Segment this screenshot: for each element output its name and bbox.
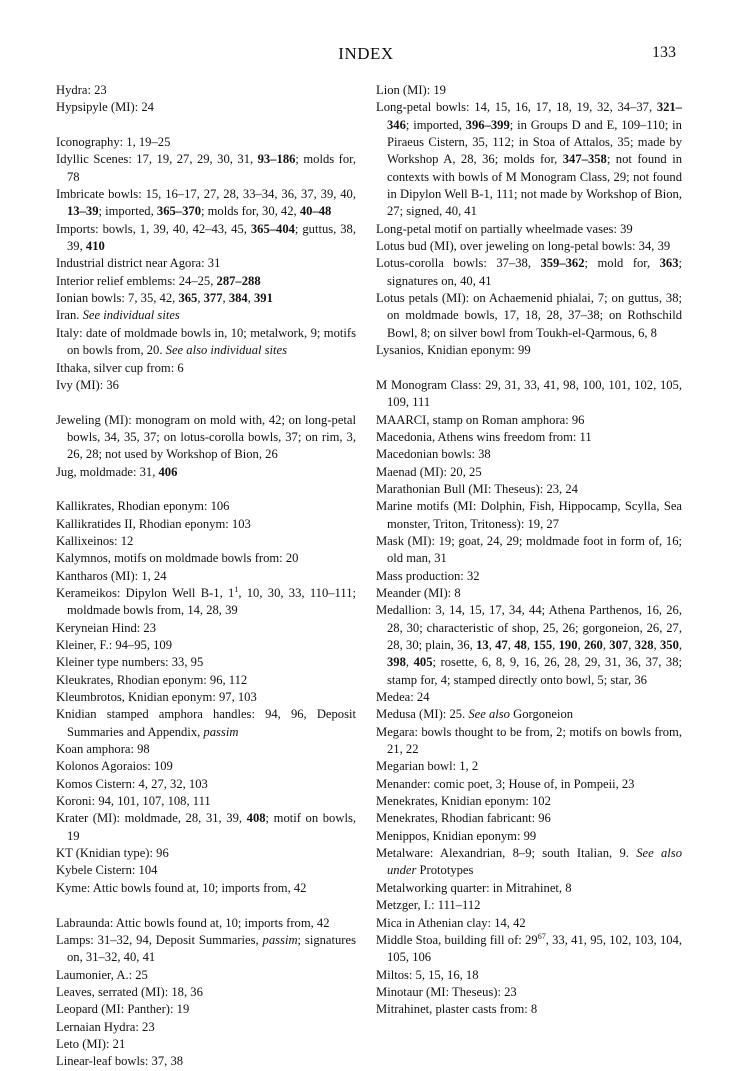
index-entry-text: Menander: comic poet, 3; House of, in Pompeii, 23 (376, 776, 635, 791)
index-entry-text: ; guttus, 38, 39, (67, 221, 356, 254)
index-entry (376, 464, 682, 481)
index-entry (56, 377, 356, 394)
index-entry (376, 255, 682, 290)
index-entry-text: 396–399 (465, 117, 510, 132)
index-entry-text: Krater (MI): moldmade, 28, 31, 39, (56, 811, 247, 826)
index-entry (376, 932, 682, 967)
index-entry-text: Kybele Cistern: 104 (56, 863, 158, 878)
index-entry (376, 446, 682, 463)
index-entry-text: 405 (413, 655, 433, 670)
index-entry (376, 290, 682, 342)
index-entry (56, 672, 356, 689)
index-entry (56, 533, 356, 550)
index-entry-text: M Monogram Class: 29, 31, 33, 41, 98, 100, 101, 102, 105, 109, 111 (376, 377, 682, 410)
index-entry-text: ; rosette, 6, 8, 9, 16, 26, 28, 29, 31, 36, 37, 38; stamp for, 4; stamped directly onto bowl, 5; star, 36 (387, 655, 683, 687)
index-entry (376, 724, 682, 759)
index-entry-text: , (405, 655, 414, 670)
index-entry (56, 568, 356, 585)
index-entry-text: Kleukrates, Rhodian eponym: 96, 112 (56, 672, 248, 687)
index-entry (56, 412, 356, 464)
index-entry-text: 40–48 (299, 204, 332, 219)
index-entry-text: Mica in Athenian clay: 14, 42 (376, 915, 526, 930)
index-entry-text: Koan amphora: 98 (56, 742, 150, 757)
index-entry-text: MAARCI, stamp on Roman amphora: 96 (376, 412, 585, 427)
index-entry-text: Lotus-corolla bowls: 37–38, (376, 256, 541, 271)
index-entry-text: Ionian bowls: 7, 35, 42, (56, 291, 179, 306)
index-entry-text: See individual sites (82, 308, 180, 323)
index-entry-text: 365–404 (250, 221, 295, 236)
index-entry-text: Maenad (MI): 20, 25 (376, 464, 482, 479)
index-entry (56, 325, 356, 360)
index-entry (56, 498, 356, 515)
index-entry-text: Megarian bowl: 1, 2 (376, 759, 479, 774)
index-entry (376, 377, 682, 412)
index-entry-text: Ivy (MI): 36 (56, 377, 119, 392)
index-letter-gap (56, 394, 356, 411)
index-entry-text: Leaves, serrated (MI): 18, 36 (56, 984, 203, 999)
page-number: 133 (652, 44, 676, 61)
index-entry (376, 845, 682, 880)
index-entry-text: Industrial district near Agora: 31 (56, 256, 221, 271)
index-entry-text: , (577, 638, 584, 652)
index-entry-text: Medallion: 3, 14, 15, 17, 34, 44; Athena Parthenos, 16, 26, 28, 30; characteristic of shop, 25, 26; gorgoneion, 26, 27, 28, 30; plain, 36, (376, 603, 682, 652)
index-entry-text: 363 (659, 256, 679, 271)
index-entry-text: Jeweling (MI): monogram on mold with, 42; on long-petal bowls, 34, 35, 37; on lotus-corolla bowls, 37; on rim, 3, 26, 28; not used by Workshop of Bion, 26 (56, 412, 356, 462)
index-entry-text: , (552, 638, 559, 652)
index-entry-text: 377 (203, 291, 223, 306)
index-entry (56, 99, 356, 116)
index-entry-text: Leto (MI): 21 (56, 1036, 126, 1051)
index-entry (56, 880, 356, 897)
index-entry-text: Kerameikos: Dipylon Well B-1, 1 (56, 585, 235, 600)
index-entry-text: Metzger, I.: 111–112 (376, 898, 481, 913)
index-entry-text: ; mold for, (584, 256, 660, 271)
index-entry-text: ; imported, (98, 204, 157, 219)
index-entry (56, 637, 356, 654)
index-letter-gap (376, 360, 682, 377)
index-entry-text: Macedonia, Athens wins freedom from: 11 (376, 429, 592, 444)
index-entry-text: Linear-leaf bowls: 37, 38 (56, 1054, 184, 1069)
index-entry-text: Lernaian Hydra: 23 (56, 1019, 155, 1034)
index-entry (376, 758, 682, 775)
index-entry (376, 897, 682, 914)
index-entry-text: Imbricate bowls: 15, 16–17, 27, 28, 33–34, 36, 37, 39, 40, (56, 187, 356, 202)
index-entry (56, 255, 356, 272)
index-entry-text: ; molds for, 30, 42, (200, 204, 300, 219)
index-entry-text: 13 (476, 638, 489, 652)
index-entry (376, 585, 682, 602)
index-entry (376, 221, 682, 238)
index-entry (56, 706, 356, 741)
index-entry-text: Hypsipyle (MI): 24 (56, 100, 154, 115)
index-entry-text: Miltos: 5, 15, 16, 18 (376, 967, 479, 982)
index-entry (376, 793, 682, 810)
index-entry-text: , (628, 638, 635, 652)
index-entry-text: Kallikratides II, Rhodian eponym: 103 (56, 516, 251, 531)
index-entry (376, 533, 682, 568)
index-entry-text: Medea: 24 (376, 690, 430, 705)
index-entry (376, 810, 682, 827)
index-entry (56, 1036, 356, 1053)
index-entry-text: Kalymnos, motifs on moldmade bowls from: 20 (56, 551, 299, 566)
index-entry-text: Jug, moldmade: 31, (56, 464, 159, 479)
index-entry-text: Idyllic Scenes: 17, 19, 27, 29, 30, 31, (56, 152, 258, 167)
index-entry-text: Kantharos (MI): 1, 24 (56, 568, 167, 583)
index-entry-text: 350 (659, 638, 679, 652)
index-entry-text: , (653, 638, 660, 652)
index-entry-text: Labraunda: Attic bowls found at, 10; imports from, 42 (56, 915, 330, 930)
index-entry-text: Meander (MI): 8 (376, 585, 461, 600)
index-entry (376, 967, 682, 984)
index-entry (376, 602, 682, 689)
index-entry (56, 741, 356, 758)
index-entry (376, 568, 682, 585)
index-entry-text: KT (Knidian type): 96 (56, 846, 169, 861)
index-entry-text: Mitrahinet, plaster casts from: 8 (376, 1002, 538, 1017)
index-letter-gap (56, 481, 356, 498)
index-entry-text: Prototypes (416, 863, 474, 878)
index-entry-text: ; imported, (405, 117, 466, 132)
index-entry-text: Koroni: 94, 101, 107, 108, 111 (56, 794, 211, 809)
index-entry-text: 287–288 (216, 273, 261, 288)
index-entry-text: Macedonian bowls: 38 (376, 447, 491, 462)
index-entry-text: , (247, 291, 254, 306)
index-entry (56, 516, 356, 533)
index-entry (56, 1053, 356, 1070)
index-entry-text: 307 (609, 638, 629, 652)
index-entry-text: Menekrates, Rhodian fabricant: 96 (376, 811, 551, 826)
index-entry-text: Kallixeinos: 12 (56, 533, 134, 548)
index-entry-text: Leopard (MI: Panther): 19 (56, 1002, 190, 1017)
index-entry-text: Marathonian Bull (MI: Theseus): 23, 24 (376, 481, 578, 496)
index-entry-text: Gorgoneion (509, 707, 574, 722)
index-entry-text: Minotaur (MI: Theseus): 23 (376, 984, 517, 999)
index-entry-text: Metalworking quarter: in Mitrahinet, 8 (376, 880, 572, 895)
index-entry-text: Middle Stoa, building fill of: 29 (376, 932, 538, 947)
index-entry-text: Imports: bowls, 1, 39, 40, 42–43, 45, (56, 221, 251, 236)
index-entry-text: See also (468, 707, 510, 722)
index-entry (376, 82, 682, 99)
index-entry (376, 99, 682, 220)
index-entry-text: , (222, 291, 229, 306)
index-entry (56, 464, 356, 481)
index-entry-text: Menekrates, Knidian eponym: 102 (376, 794, 551, 809)
index-entry-text: Lotus petals (MI): on Achaemenid phialai, 7; on guttus, 38; on moldmade bowls, 17, 18, 28, 37–38; on Rothschild Bowl, 8; on silver bowl from Toukh-el-Qarmous, 6, 8 (376, 291, 682, 340)
index-entry-text: , (526, 638, 534, 652)
index-entry-text: Kleiner type numbers: 33, 95 (56, 655, 204, 670)
index-entry (56, 932, 356, 967)
index-entry-text: Kolonos Agoraios: 109 (56, 759, 173, 774)
index-entry (56, 620, 356, 637)
index-entry-text: Long-petal bowls: 14, 15, 16, 17, 18, 19, 32, 34–37, (376, 100, 657, 115)
index-entry-text: ; signatures on, 40, 41 (387, 256, 682, 288)
index-entry-text: , 33, 41, 95, 102, 103, 104, 105, 106 (387, 932, 682, 965)
index-entry (56, 793, 356, 810)
index-entry (56, 1001, 356, 1018)
index-entry-text: 398 (387, 655, 406, 670)
index-entry-text: Kyme: Attic bowls found at, 10; imports from, 42 (56, 880, 307, 895)
index-entry-text: 13–39 (67, 204, 99, 219)
index-entry (376, 429, 682, 446)
index-entry (56, 186, 356, 221)
index-entry-text: Megara: bowls thought to be from, 2; motifs on bowls from, 21, 22 (376, 724, 682, 757)
index-entry-text: 410 (85, 239, 105, 254)
index-entry (376, 412, 682, 429)
index-entry-text: ; in Groups D and E, 109–110; in Piraeus Cistern, 35, 112; in Stoa of Attalos, 35; made by Workshop A, 28, 36; molds for, (387, 117, 682, 167)
index-entry (56, 221, 356, 256)
index-entry-text: See also under (387, 846, 682, 878)
index-entry-text: Long-petal motif on partially wheelmade vases: 39 (376, 221, 633, 236)
index-letter-gap (56, 117, 356, 134)
index-entry-text: Italy: date of moldmade bowls in, 10; metalwork, 9; motifs on bowls from, 20. (56, 325, 356, 358)
index-entry (56, 1019, 356, 1036)
index-entry (56, 134, 356, 151)
index-entry-text: ; not found in contexts with bowls of M Monogram Class, 29; not found in Dipylon Well B-1, 111; not made by Workshop of Bion, 27; signed, 40, 41 (387, 152, 682, 219)
index-entry-text: Lotus bud (MI), over jeweling on long-petal bowls: 34, 39 (376, 239, 671, 254)
index-entry-text: Marine motifs (MI: Dolphin, Fish, Hippocamp, Scylla, Sea monster, Triton, Tritoness): 19, 27 (376, 499, 682, 531)
index-entry (376, 828, 682, 845)
index-entry (56, 758, 356, 775)
index-entry-text: 384 (228, 291, 248, 306)
index-entry-text: Kleiner, F.: 94–95, 109 (56, 638, 173, 652)
index-entry (56, 862, 356, 879)
index-entry-text: Interior relief emblems: 24–25, (56, 273, 217, 288)
index-entry-text: Metalware: Alexandrian, 8–9; south Italian, 9. (376, 846, 637, 861)
index-entry (376, 481, 682, 498)
index-entry-text: passim (203, 724, 239, 739)
index-entry-text: Iconography: 1, 19–25 (56, 135, 171, 150)
index-entry-text: , (197, 291, 204, 306)
index-entry-text: Mask (MI): 19; goat, 24, 29; moldmade foot in form of, 16; old man, 31 (376, 533, 682, 566)
index-entry-text: 321–346 (387, 100, 682, 132)
index-entry-text: ; motif on bowls, 19 (67, 811, 356, 843)
index-entry-text: Medusa (MI): 25. (376, 707, 469, 722)
index-entry-text: Keryneian Hind: 23 (56, 620, 157, 635)
index-entry-text: Lamps: 31–32, 94, Deposit Summaries, (56, 932, 263, 947)
index-entry (56, 967, 356, 984)
index-entry-text: 359–362 (540, 256, 585, 271)
index-entry-text: 328 (634, 638, 654, 652)
index-entry (376, 689, 682, 706)
index-entry (376, 984, 682, 1001)
index-entry-text: 260 (583, 638, 603, 652)
index-entry-text: 391 (254, 291, 273, 306)
index-entry-text: 365 (178, 291, 198, 306)
index-entry-text: 47 (495, 638, 508, 652)
index-entry-text: 1 (234, 584, 239, 594)
index-entry-text: passim (262, 932, 298, 947)
index-entry-text: 365–370 (156, 204, 201, 219)
index-entry-text: Knidian stamped amphora handles: 94, 96, Deposit Summaries and Appendix, (56, 707, 356, 739)
index-entry (56, 550, 356, 567)
index-entry-text: 406 (158, 464, 178, 479)
index-entry (56, 845, 356, 862)
index-entry (56, 654, 356, 671)
index-entry (56, 776, 356, 793)
index-entry (56, 82, 356, 99)
index-column-right (376, 82, 682, 1019)
index-entry-text: Lysanios, Knidian eponym: 99 (376, 343, 531, 358)
index-entry (56, 151, 356, 186)
index-entry-text: Lion (MI): 19 (376, 83, 446, 97)
index-entry-text: Laumonier, A.: 25 (56, 967, 148, 982)
index-entry-text: 347–358 (562, 152, 607, 167)
index-entry (376, 880, 682, 897)
index-column-left (56, 82, 356, 1071)
index-entry-text: 48 (514, 638, 527, 652)
index-entry (56, 290, 356, 307)
index-entry-text: ; molds for, 78 (67, 152, 356, 184)
index-entry-text: Kleumbrotos, Knidian eponym: 97, 103 (56, 690, 257, 705)
index-entry (376, 238, 682, 255)
index-entry-text: , (602, 638, 610, 652)
index-entry (56, 810, 356, 845)
index-entry-text: 155 (533, 638, 553, 652)
index-entry (56, 360, 356, 377)
index-entry (56, 689, 356, 706)
index-entry-text: See also individual sites (165, 343, 288, 358)
index-entry-text: 67 (537, 931, 546, 941)
index-entry (56, 273, 356, 290)
page-title: INDEX (338, 44, 394, 63)
index-letter-gap (56, 897, 356, 914)
index-entry (376, 915, 682, 932)
index-entry-text: Ithaka, silver cup from: 6 (56, 360, 184, 375)
index-entry (56, 585, 356, 620)
index-entry-text: Iran. (56, 308, 83, 323)
index-entry (376, 1001, 682, 1018)
index-entry-text: ; signatures on, 31–32, 40, 41 (67, 932, 356, 965)
index-entry-text: Komos Cistern: 4, 27, 32, 103 (56, 776, 208, 791)
index-entry (56, 915, 356, 932)
index-entry-text: 408 (246, 811, 266, 826)
index-entry (376, 498, 682, 533)
index-entry-text: , (507, 638, 515, 652)
index-entry (56, 307, 356, 324)
index-entry (56, 984, 356, 1001)
index-entry-text: Mass production: 32 (376, 568, 480, 583)
index-entry-text: Kallikrates, Rhodian eponym: 106 (56, 499, 230, 514)
index-entry-text: 190 (558, 638, 578, 652)
index-entry-text: 93–186 (257, 152, 296, 167)
index-entry-text: , (678, 638, 683, 652)
index-entry (376, 706, 682, 723)
index-entry (376, 342, 682, 359)
index-entry-text: Menippos, Knidian eponym: 99 (376, 828, 537, 843)
index-entry (376, 776, 682, 793)
index-entry-text: , 10, 30, 33, 110–111; moldmade bowls from, 14, 28, 39 (67, 585, 356, 618)
index-entry-text: , (488, 638, 496, 652)
index-entry-text: Hydra: 23 (56, 83, 107, 97)
